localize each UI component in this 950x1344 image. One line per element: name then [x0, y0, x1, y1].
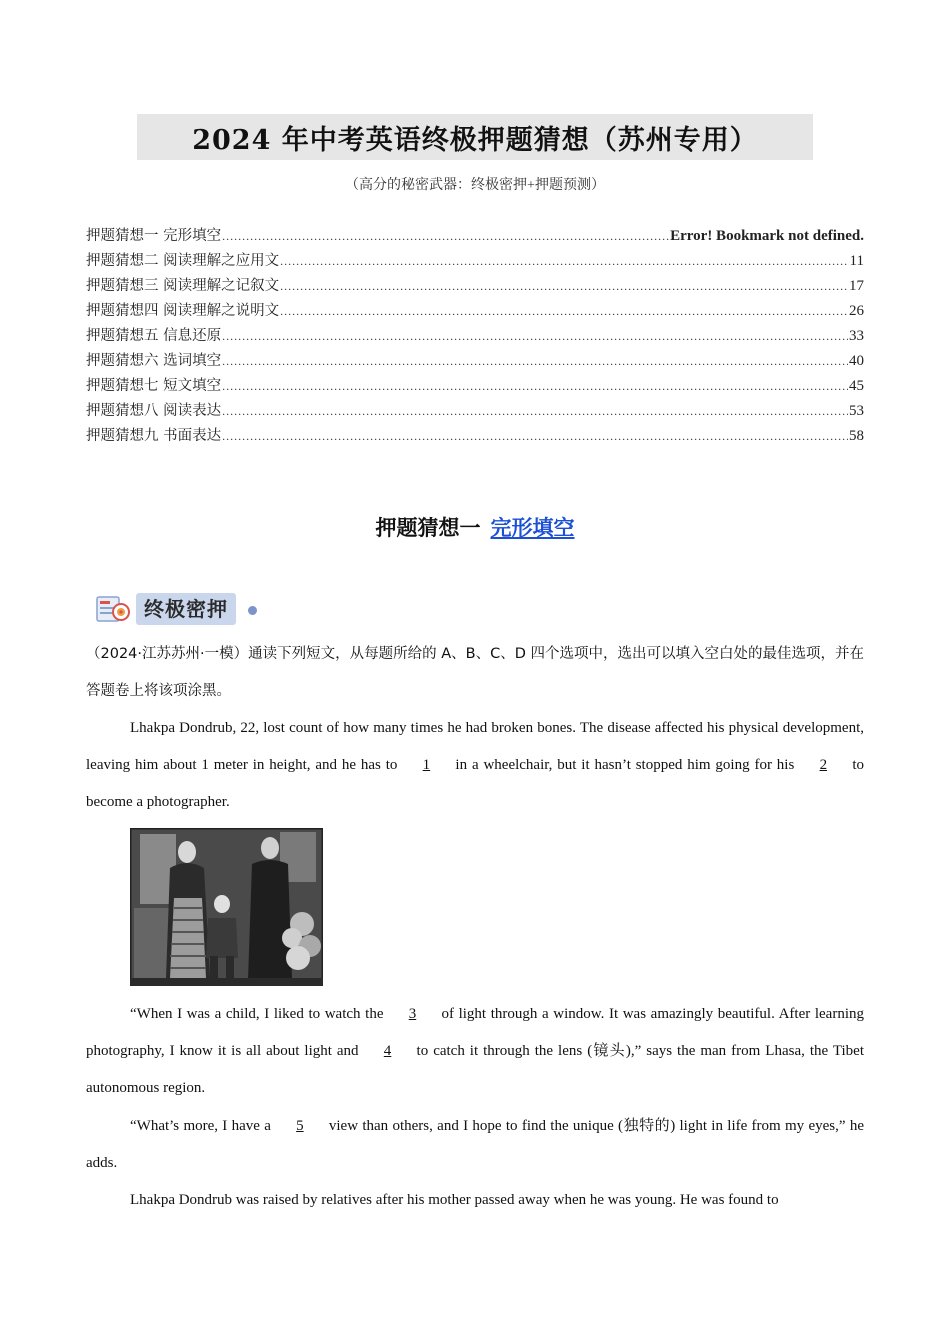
toc-leader-dots	[222, 329, 848, 344]
passage-paragraph	[86, 996, 864, 1107]
toc-entry-label: 押题猜想五 信息还原	[86, 328, 222, 344]
toc-leader-dots	[222, 429, 848, 444]
page-title: 2024 年中考英语终极押题猜想（苏州专用）	[192, 124, 758, 156]
target-icon	[96, 594, 132, 624]
toc-entry[interactable]	[86, 249, 864, 274]
badge-label: 终极密押	[136, 593, 236, 625]
toc-leader-dots	[222, 404, 848, 419]
passage-text: view than others, and I hope to find the unique (独特的) light in life from my eyes,” he adds.	[86, 1118, 864, 1171]
toc-entry-label: 押题猜想二 阅读理解之应用文	[86, 253, 280, 269]
toc-entry-page: 33	[849, 328, 864, 344]
toc-entry-label: 押题猜想六 选词填空	[86, 353, 222, 369]
toc-entry[interactable]	[86, 324, 864, 349]
toc-entry-page: 58	[849, 428, 864, 444]
toc-entry-page: 17	[849, 278, 864, 294]
title-banner	[137, 114, 813, 160]
instructions: （2024·江苏苏州·一模）通读下列短文，从每题所给的 A、B、C、D 四个选项中，选出可以填入空白处的最佳选项，并在答题卷上将该项涂黑。	[86, 646, 864, 699]
toc-leader-dots	[280, 279, 848, 294]
family-photo	[130, 828, 323, 986]
passage-paragraph	[86, 710, 864, 821]
passage-paragraph	[86, 1182, 864, 1219]
page-subtitle: （高分的秘密武器：终极密押+押题预测）	[345, 178, 605, 193]
toc-entry[interactable]	[86, 399, 864, 424]
answer-blank[interactable]: 1	[422, 757, 431, 773]
toc-leader-dots	[280, 304, 848, 319]
section-heading-link[interactable]: 完形填空	[490, 516, 575, 540]
toc-entry-label: 押题猜想七 短文填空	[86, 378, 222, 394]
toc-leader-dots	[222, 379, 848, 394]
table-of-contents	[86, 224, 864, 449]
toc-entry-label: 押题猜想一 完形填空	[86, 228, 222, 244]
passage-text: to become a photographer.	[86, 757, 864, 810]
answer-blank[interactable]: 4	[383, 1043, 392, 1059]
toc-entry-page: 53	[849, 403, 864, 419]
toc-entry-page: Error! Bookmark not defined.	[670, 228, 864, 244]
toc-entry-page: 40	[849, 353, 864, 369]
toc-entry-page: 26	[849, 303, 864, 319]
toc-entry-page: 11	[849, 253, 864, 269]
answer-blank[interactable]: 3	[408, 1006, 417, 1022]
toc-entry[interactable]	[86, 374, 864, 399]
toc-leader-dots	[222, 354, 848, 369]
passage-text: “When I was a child, I liked to watch the	[130, 1006, 384, 1022]
section-heading	[0, 512, 950, 542]
toc-entry-label: 押题猜想九 书面表达	[86, 428, 222, 444]
toc-entry-label: 押题猜想八 阅读表达	[86, 403, 222, 419]
toc-leader-dots	[222, 229, 669, 244]
toc-entry-label: 押题猜想四 阅读理解之说明文	[86, 303, 280, 319]
toc-entry[interactable]	[86, 349, 864, 374]
toc-entry-label: 押题猜想三 阅读理解之记叙文	[86, 278, 280, 294]
passage-paragraph	[86, 1108, 864, 1182]
passage-text: “What’s more, I have a	[130, 1118, 271, 1134]
toc-leader-dots	[280, 254, 848, 269]
toc-entry[interactable]	[86, 274, 864, 299]
section-badge	[96, 592, 264, 626]
toc-entry[interactable]	[86, 299, 864, 324]
toc-entry-page: 45	[849, 378, 864, 394]
passage-text: in a wheelchair, but it hasn’t stopped him going for his	[455, 757, 795, 773]
passage-text: to catch it through the lens (镜头),” says the man from Lhasa, the Tibet autonomous region.	[86, 1043, 864, 1096]
toc-entry[interactable]	[86, 424, 864, 449]
passage-text: Lhakpa Dondrub was raised by relatives after his mother passed away when he was young. He was found to	[130, 1192, 779, 1208]
badge-dot	[248, 606, 257, 615]
answer-blank[interactable]: 2	[819, 757, 828, 773]
answer-blank[interactable]: 5	[296, 1118, 304, 1134]
toc-entry[interactable]	[86, 224, 864, 249]
section-heading-prefix: 押题猜想一	[375, 516, 481, 540]
passage-text: Lhakpa Dondrub, 22, lost count of how many times he had broken bones. The disease affected his physical development, leaving him about 1 meter in height, and he has to	[86, 720, 864, 773]
passage-text: of light through a window. It was amazingly beautiful. After learning photography, I know it is all about light and	[86, 1006, 864, 1059]
